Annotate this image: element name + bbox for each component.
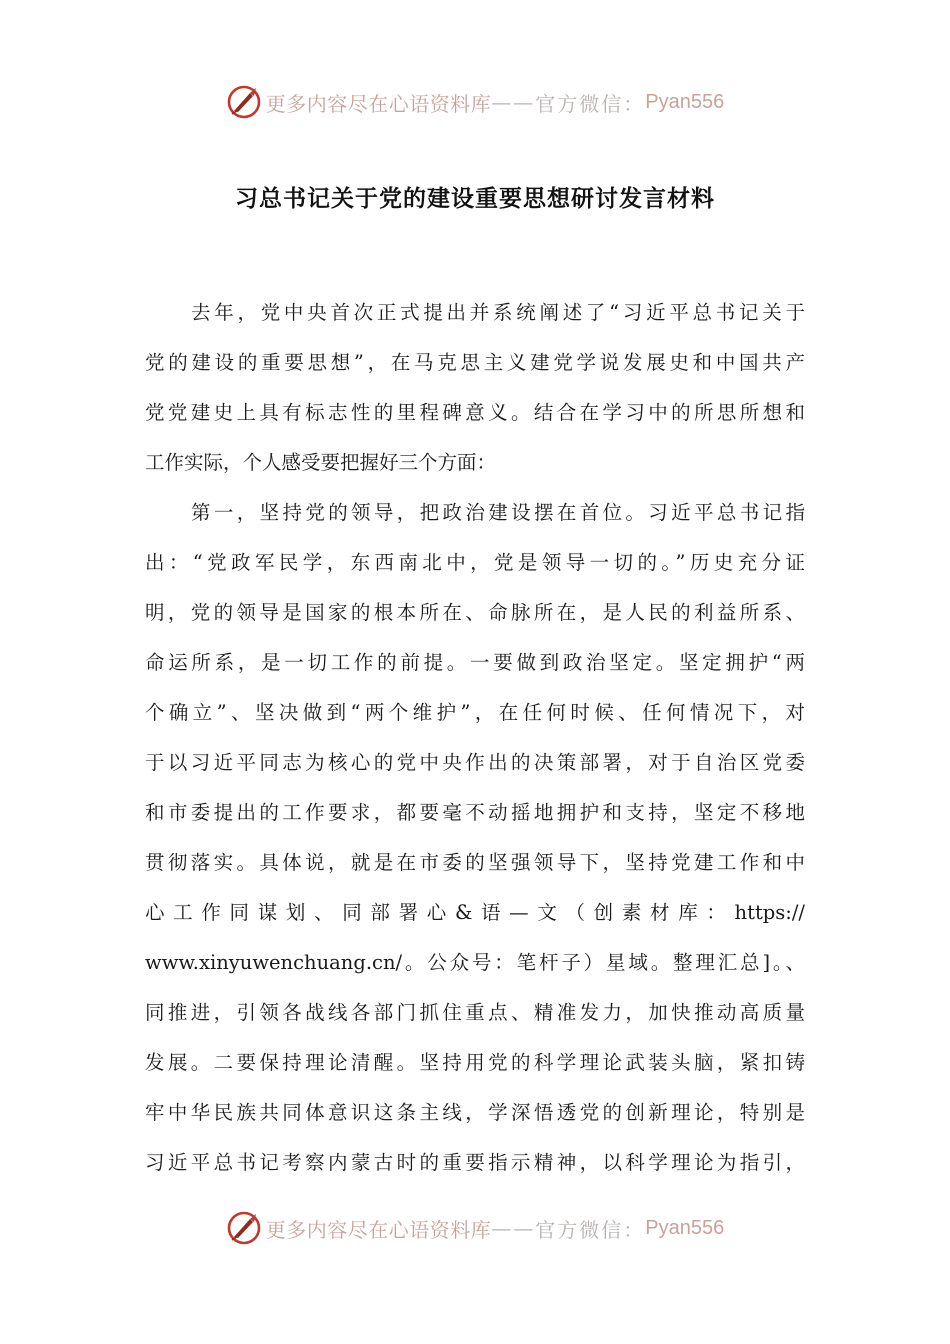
text-line: 于以习近平同志为核心的党中央作出的决策部署，对于自治区党委	[145, 751, 805, 774]
text-line: 党的建设的重要思想”，在马克思主义建党学说发展史和中国共产	[145, 351, 805, 374]
watermark-wechat-id: Pyan556	[645, 1216, 725, 1239]
text-line: 第一，坚持党的领导，把政治建设摆在首位。习近平总书记指	[191, 501, 805, 524]
text-line: 命运所系，是一切工作的前提。一要做到政治坚定。坚定拥护“两	[145, 651, 805, 674]
text-line: 出：“党政军民学，东西南北中，党是领导一切的。”历史充分证	[145, 551, 805, 574]
text-line: 贯彻落实。具体说，就是在市委的坚强领导下，坚持党建工作和中	[145, 851, 805, 874]
watermark-dash: ——	[491, 90, 536, 114]
text-line: 牢中华民族共同体意识这条主线，学深悟透党的创新理论，特别是	[145, 1101, 805, 1124]
text-line: 发展。二要保持理论清醒。坚持用党的科学理论武装头脑，紧扣铸	[145, 1051, 805, 1074]
watermark-wechat-id: Pyan556	[645, 90, 725, 113]
watermark-banner-bottom	[0, 1208, 950, 1248]
watermark-text: 更多内容尽在心语资料库	[265, 91, 492, 116]
watermark-banner-top	[0, 82, 950, 122]
text-line: 心工作同谋划、同部署心&语—文（创素材库：https://	[145, 901, 805, 924]
document-body	[145, 288, 805, 1188]
watermark-wechat-label: 官方微信：	[535, 91, 646, 116]
text-line: 和市委提出的工作要求，都要毫不动摇地拥护和支持，坚定不移地	[145, 801, 805, 824]
watermark-text: 更多内容尽在心语资料库	[265, 1217, 492, 1242]
text-line: 去年，党中央首次正式提出并系统阐述了“习近平总书记关于	[191, 301, 805, 324]
text-line: 同推进，引领各战线各部门抓住重点、精准发力，加快推动高质量	[145, 1001, 805, 1024]
text-line: 党党建史上具有标志性的里程碑意义。结合在学习中的所思所想和	[145, 401, 805, 424]
quill-logo-icon	[226, 84, 262, 120]
watermark-dash: ——	[491, 1216, 536, 1240]
quill-logo-icon	[226, 1210, 262, 1246]
text-line: 工作实际，个人感受要把握好三个方面：	[145, 451, 497, 474]
text-line: 个确立”、坚决做到“两个维护”，在任何时候、任何情况下，对	[145, 701, 805, 724]
text-line: 明，党的领导是国家的根本所在、命脉所在，是人民的利益所系、	[145, 601, 805, 624]
watermark-wechat-label: 官方微信：	[535, 1217, 646, 1242]
text-line: www.xinyuwenchuang.cn/。公众号：笔杆子）星域。整理汇总]。、	[145, 951, 805, 974]
document-title: 习总书记关于党的建设重要思想研讨发言材料	[235, 185, 715, 212]
text-line: 习近平总书记考察内蒙古时的重要指示精神，以科学理论为指引，	[145, 1151, 805, 1174]
